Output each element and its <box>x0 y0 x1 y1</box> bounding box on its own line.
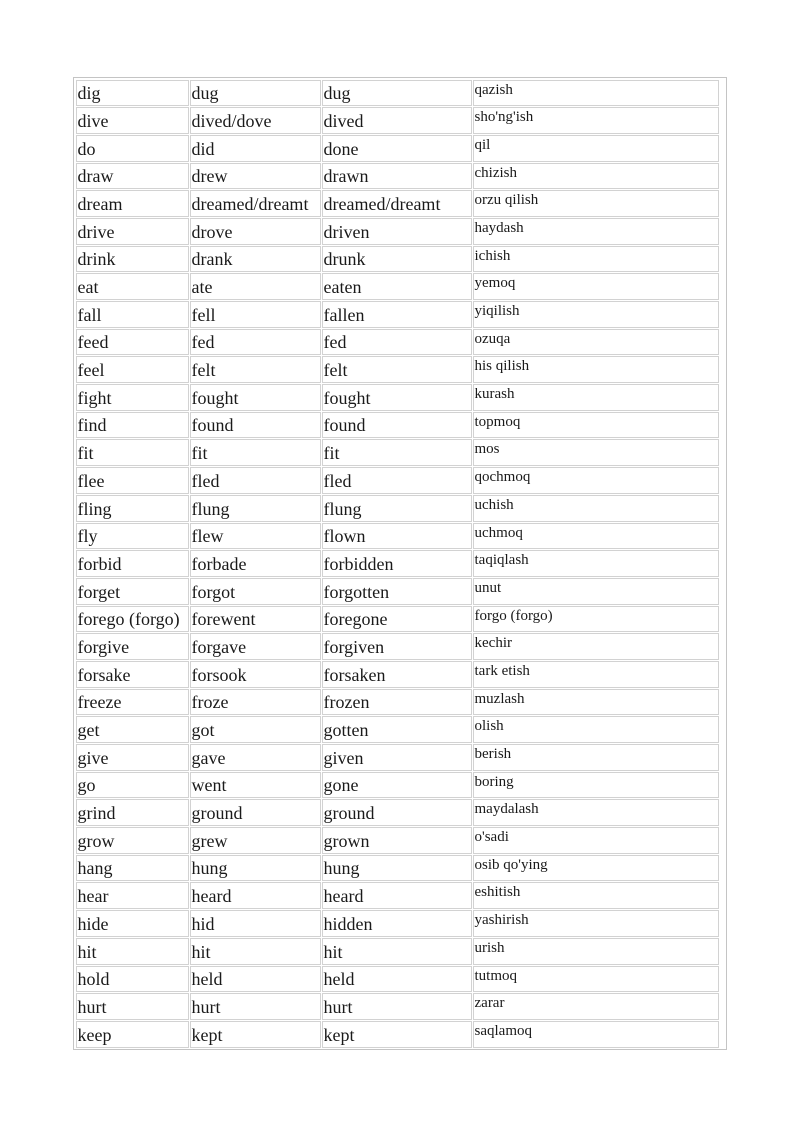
cell-past-simple: flew <box>190 523 321 550</box>
table-row <box>75 854 725 882</box>
cell-translation: forgo (forgo) <box>473 606 719 633</box>
cell-base-form: dig <box>76 80 189 107</box>
cell-base-form: freeze <box>76 689 189 716</box>
cell-base-form: grow <box>76 827 189 854</box>
table-row <box>75 356 725 384</box>
cell-past-participle: gone <box>322 772 472 799</box>
table-row <box>75 245 725 273</box>
cell-base-form: forgive <box>76 633 189 660</box>
cell-translation: qazish <box>473 80 719 107</box>
cell-past-participle: flown <box>322 523 472 550</box>
cell-past-participle: hit <box>322 938 472 965</box>
cell-translation: muzlash <box>473 689 719 716</box>
cell-past-simple: fled <box>190 467 321 494</box>
cell-past-simple: dug <box>190 80 321 107</box>
table-row <box>75 633 725 661</box>
cell-past-simple: gave <box>190 744 321 771</box>
table-row <box>75 688 725 716</box>
cell-base-form: hold <box>76 966 189 993</box>
cell-translation: uchmoq <box>473 523 719 550</box>
cell-past-simple: ate <box>190 273 321 300</box>
cell-base-form: go <box>76 772 189 799</box>
cell-base-form: find <box>76 412 189 439</box>
cell-translation: yiqilish <box>473 301 719 328</box>
cell-translation: tutmoq <box>473 966 719 993</box>
cell-translation: orzu qilish <box>473 190 719 217</box>
cell-past-participle: forbidden <box>322 550 472 577</box>
cell-past-participle: flung <box>322 495 472 522</box>
cell-base-form: get <box>76 716 189 743</box>
table-row <box>75 716 725 744</box>
cell-past-simple: did <box>190 135 321 162</box>
cell-past-simple: drank <box>190 246 321 273</box>
cell-translation: ichish <box>473 246 719 273</box>
cell-translation: berish <box>473 744 719 771</box>
cell-past-participle: hung <box>322 855 472 882</box>
cell-past-simple: got <box>190 716 321 743</box>
cell-past-simple: ground <box>190 799 321 826</box>
cell-past-simple: forbade <box>190 550 321 577</box>
table-row <box>75 384 725 412</box>
cell-base-form: fit <box>76 439 189 466</box>
cell-past-participle: held <box>322 966 472 993</box>
cell-base-form: do <box>76 135 189 162</box>
table-row <box>75 965 725 993</box>
cell-base-form: drink <box>76 246 189 273</box>
table-row <box>75 411 725 439</box>
cell-base-form: eat <box>76 273 189 300</box>
irregular-verbs-table <box>73 77 727 1050</box>
cell-past-participle: dived <box>322 107 472 134</box>
cell-translation: yemoq <box>473 273 719 300</box>
cell-past-simple: forewent <box>190 606 321 633</box>
cell-past-participle: grown <box>322 827 472 854</box>
cell-translation: topmoq <box>473 412 719 439</box>
cell-base-form: hit <box>76 938 189 965</box>
cell-translation: tark etish <box>473 661 719 688</box>
cell-past-simple: dived/dove <box>190 107 321 134</box>
table-row <box>75 79 725 107</box>
cell-past-participle: foregone <box>322 606 472 633</box>
cell-past-participle: hidden <box>322 910 472 937</box>
cell-past-participle: dreamed/dreamt <box>322 190 472 217</box>
cell-translation: saqlamoq <box>473 1021 719 1048</box>
cell-past-participle: fought <box>322 384 472 411</box>
table-row <box>75 799 725 827</box>
cell-base-form: drive <box>76 218 189 245</box>
cell-past-participle: forgiven <box>322 633 472 660</box>
cell-base-form: forbid <box>76 550 189 577</box>
table-row <box>75 827 725 855</box>
cell-past-participle: given <box>322 744 472 771</box>
table-row <box>75 744 725 772</box>
table-row <box>75 439 725 467</box>
cell-translation: taqiqlash <box>473 550 719 577</box>
cell-past-simple: froze <box>190 689 321 716</box>
cell-past-simple: fit <box>190 439 321 466</box>
table-row <box>75 162 725 190</box>
cell-past-participle: fed <box>322 329 472 356</box>
cell-translation: ozuqa <box>473 329 719 356</box>
cell-past-simple: dreamed/dreamt <box>190 190 321 217</box>
table-row <box>75 467 725 495</box>
cell-base-form: keep <box>76 1021 189 1048</box>
cell-translation: o'sadi <box>473 827 719 854</box>
cell-past-simple: forgave <box>190 633 321 660</box>
cell-past-participle: fallen <box>322 301 472 328</box>
cell-base-form: dream <box>76 190 189 217</box>
cell-past-simple: went <box>190 772 321 799</box>
table-row <box>75 494 725 522</box>
cell-past-simple: hid <box>190 910 321 937</box>
cell-translation: kurash <box>473 384 719 411</box>
cell-translation: olish <box>473 716 719 743</box>
table-row <box>75 107 725 135</box>
cell-base-form: draw <box>76 163 189 190</box>
cell-translation: zarar <box>473 993 719 1020</box>
cell-past-participle: dug <box>322 80 472 107</box>
table-row <box>75 937 725 965</box>
cell-past-participle: gotten <box>322 716 472 743</box>
cell-base-form: give <box>76 744 189 771</box>
table-row <box>75 882 725 910</box>
cell-past-participle: drawn <box>322 163 472 190</box>
table-row <box>75 1020 725 1048</box>
cell-past-simple: forsook <box>190 661 321 688</box>
cell-translation: mos <box>473 439 719 466</box>
cell-translation: qochmoq <box>473 467 719 494</box>
cell-past-simple: hung <box>190 855 321 882</box>
cell-translation: eshitish <box>473 882 719 909</box>
cell-past-participle: found <box>322 412 472 439</box>
cell-past-participle: ground <box>322 799 472 826</box>
table-row <box>75 134 725 162</box>
cell-base-form: fall <box>76 301 189 328</box>
cell-translation: sho'ng'ish <box>473 107 719 134</box>
cell-past-simple: fell <box>190 301 321 328</box>
cell-past-participle: forgotten <box>322 578 472 605</box>
cell-past-simple: hurt <box>190 993 321 1020</box>
table-row <box>75 577 725 605</box>
cell-base-form: feed <box>76 329 189 356</box>
cell-past-simple: kept <box>190 1021 321 1048</box>
cell-translation: haydash <box>473 218 719 245</box>
table-row <box>75 190 725 218</box>
cell-base-form: forget <box>76 578 189 605</box>
cell-past-simple: grew <box>190 827 321 854</box>
cell-translation: boring <box>473 772 719 799</box>
table-row <box>75 605 725 633</box>
cell-past-simple: hit <box>190 938 321 965</box>
table-row <box>75 660 725 688</box>
cell-translation: maydalash <box>473 799 719 826</box>
cell-past-participle: heard <box>322 882 472 909</box>
cell-base-form: hang <box>76 855 189 882</box>
cell-past-simple: flung <box>190 495 321 522</box>
table-row <box>75 301 725 329</box>
cell-past-simple: forgot <box>190 578 321 605</box>
cell-base-form: fly <box>76 523 189 550</box>
table-row <box>75 217 725 245</box>
cell-past-simple: drew <box>190 163 321 190</box>
cell-translation: kechir <box>473 633 719 660</box>
cell-past-simple: drove <box>190 218 321 245</box>
cell-past-participle: drunk <box>322 246 472 273</box>
cell-past-participle: done <box>322 135 472 162</box>
cell-base-form: fling <box>76 495 189 522</box>
cell-base-form: dive <box>76 107 189 134</box>
cell-base-form: flee <box>76 467 189 494</box>
cell-past-participle: frozen <box>322 689 472 716</box>
cell-past-simple: held <box>190 966 321 993</box>
cell-past-simple: fed <box>190 329 321 356</box>
cell-past-participle: eaten <box>322 273 472 300</box>
table-row <box>75 522 725 550</box>
table-row <box>75 771 725 799</box>
cell-past-simple: felt <box>190 356 321 383</box>
table-row <box>75 993 725 1021</box>
cell-past-participle: hurt <box>322 993 472 1020</box>
cell-past-participle: fit <box>322 439 472 466</box>
cell-translation: unut <box>473 578 719 605</box>
cell-translation: yashirish <box>473 910 719 937</box>
cell-translation: osib qo'ying <box>473 855 719 882</box>
table-row <box>75 328 725 356</box>
cell-base-form: grind <box>76 799 189 826</box>
cell-translation: uchish <box>473 495 719 522</box>
cell-base-form: feel <box>76 356 189 383</box>
cell-translation: his qilish <box>473 356 719 383</box>
cell-past-simple: fought <box>190 384 321 411</box>
cell-past-participle: kept <box>322 1021 472 1048</box>
cell-past-participle: fled <box>322 467 472 494</box>
table-row <box>75 910 725 938</box>
cell-past-participle: felt <box>322 356 472 383</box>
cell-base-form: forego (forgo) <box>76 606 189 633</box>
cell-translation: chizish <box>473 163 719 190</box>
cell-translation: qil <box>473 135 719 162</box>
cell-base-form: fight <box>76 384 189 411</box>
table-row <box>75 273 725 301</box>
cell-translation: urish <box>473 938 719 965</box>
cell-past-participle: driven <box>322 218 472 245</box>
cell-base-form: hide <box>76 910 189 937</box>
cell-base-form: hurt <box>76 993 189 1020</box>
cell-base-form: forsake <box>76 661 189 688</box>
cell-past-simple: found <box>190 412 321 439</box>
cell-base-form: hear <box>76 882 189 909</box>
table-row <box>75 550 725 578</box>
cell-past-participle: forsaken <box>322 661 472 688</box>
cell-past-simple: heard <box>190 882 321 909</box>
